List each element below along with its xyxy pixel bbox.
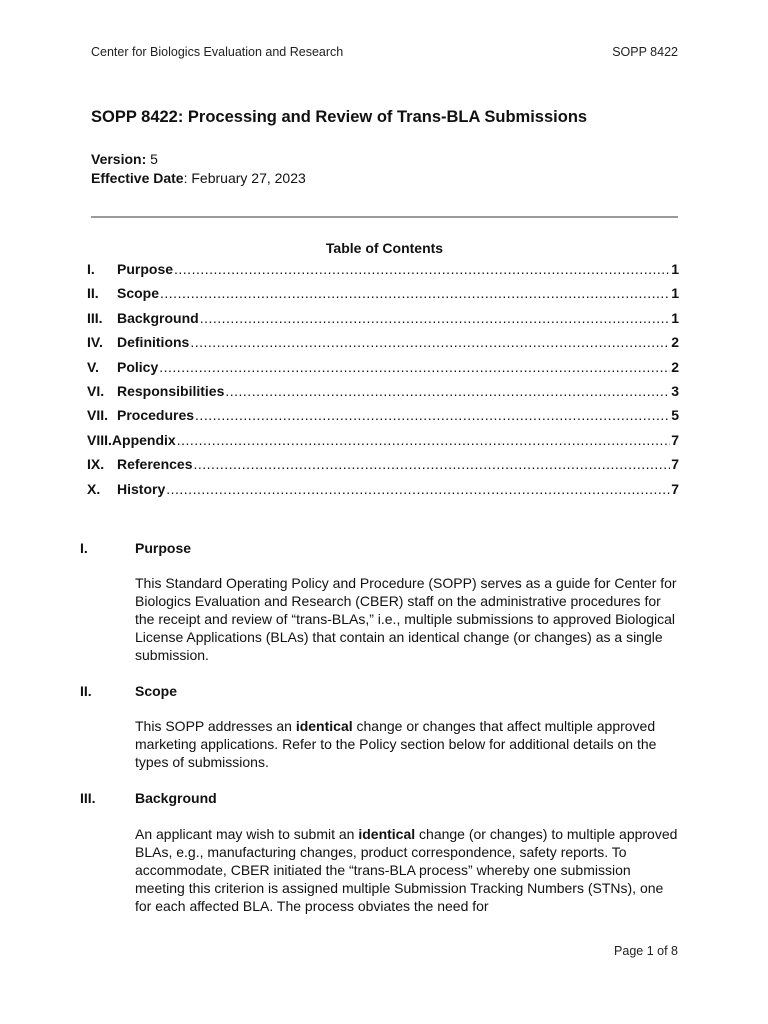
body-emphasis: identical [358,826,416,842]
toc-dot-leader [195,405,670,425]
toc-item-procedures[interactable] [87,405,679,429]
toc-item-page: 1 [671,261,679,277]
toc-dot-leader [225,381,670,401]
horizontal-rule [91,216,678,218]
body-text: An applicant may wish to submit an [135,826,359,842]
toc-dot-leader [159,357,670,377]
toc-item-label: Purpose [117,261,174,277]
toc-dot-leader [200,308,671,328]
toc-item-page: 7 [671,456,679,473]
toc-item-policy[interactable] [87,357,679,381]
toc-item-responsibilities[interactable] [87,381,679,405]
toc-dot-leader [166,479,670,499]
body-text: This SOPP addresses an [135,718,296,734]
toc-item-number: III. [87,309,103,326]
toc-dot-leader [194,454,671,474]
toc-item-label: Scope [117,285,160,302]
toc-item-definitions[interactable] [87,332,679,356]
page-number-footer: Page 1 of 8 [614,944,678,958]
effective-date-label: Effective Date [91,170,184,186]
toc-item-number: VIII. [87,431,112,448]
toc-item-purpose[interactable] [87,259,679,283]
toc-item-number: I. [87,261,95,277]
toc-item-label: Policy [117,358,159,375]
toc-item-number: II. [87,285,99,302]
toc-item-label: Responsibilities [117,382,225,399]
toc-dot-leader [174,259,670,279]
toc-item-page: 3 [671,382,679,399]
toc-item-page: 2 [671,334,679,351]
section-body [135,717,680,771]
table-of-contents [87,259,679,503]
body-text: change (or changes) to multiple approved BLAs, e.g., manufacturing changes, product correspondence, safety reports. To accommodate, CBER initiated the “trans-BLA process” whereby one submission meeting this criterion is assigned multiple Submission Tracking Numbers (STNs), one for each affected BLA. The process obviates the need for [135,826,678,914]
toc-item-number: VII. [87,407,109,424]
toc-item-number: VI. [87,382,105,399]
effective-date-line [91,170,306,186]
section-number: III. [80,790,96,806]
toc-item-page: 1 [671,309,679,326]
toc-item-references[interactable] [87,454,679,478]
toc-item-history[interactable] [87,479,679,503]
toc-item-background[interactable] [87,308,679,332]
section-number: I. [80,540,88,556]
section-title: Background [135,790,217,806]
toc-item-label: References [117,456,193,473]
toc-item-label: Background [117,309,199,326]
version-label: Version: [91,151,147,167]
version-value: 5 [146,151,158,167]
body-emphasis: identical [295,718,353,734]
toc-item-page: 1 [671,285,679,302]
toc-item-scope[interactable] [87,283,679,307]
toc-item-page: 2 [671,358,679,375]
toc-item-label: History [117,480,166,497]
toc-item-number: IX. [87,456,105,473]
toc-item-label: Procedures [117,407,195,424]
toc-item-page: 5 [671,407,679,424]
toc-item-number: X. [87,480,101,497]
section-number: II. [80,683,92,699]
toc-item-number: IV. [87,334,103,351]
version-line [91,151,158,167]
header-organization: Center for Biologics Evaluation and Research [91,45,344,59]
toc-heading: Table of Contents [325,240,444,256]
section-title: Scope [135,683,178,699]
toc-dot-leader [190,332,670,352]
toc-item-number: V. [87,358,99,375]
body-text: change or changes that affect multiple approved marketing applications. Refer to the Policy section below for additional details on the types of submissions. [135,718,657,770]
toc-item-page: 7 [671,431,679,448]
section-body: This Standard Operating Policy and Procedure (SOPP) serves as a guide for Center for Biologics Evaluation and Research (CBER) staff on the administrative procedures for the receipt and review of “trans-BLAs,” i.e., multiple submissions to approved Biological License Applications (BLAs) that contain an identical change (or changes) as a single submission. [135,575,677,663]
toc-dot-leader [160,283,670,303]
toc-item-label: Definitions [117,334,190,351]
effective-date-value: : February 27, 2023 [183,170,306,186]
toc-item-label: Appendix [111,431,176,448]
toc-dot-leader [177,430,671,450]
document-title: SOPP 8422: Processing and Review of Trans-BLA Submissions [91,108,588,126]
toc-item-appendix[interactable] [87,430,679,454]
section-title: Purpose [135,540,192,556]
header-document-id: SOPP 8422 [612,45,678,59]
toc-item-page: 7 [671,480,679,497]
section-body [135,825,680,915]
